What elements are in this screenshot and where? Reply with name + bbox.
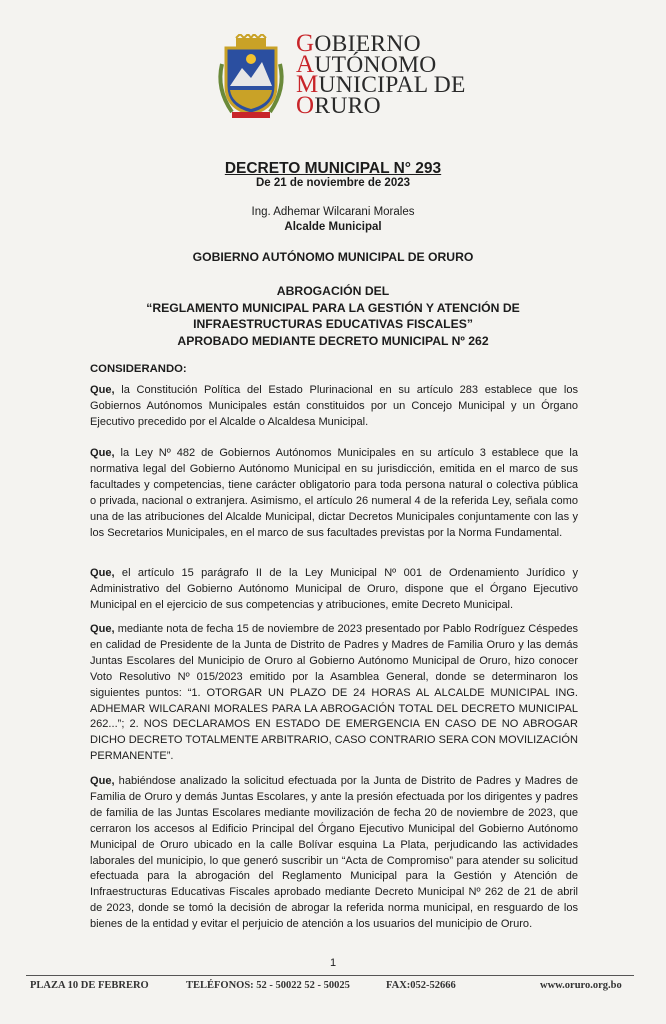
footer-fax: FAX:052-52666 (386, 980, 456, 991)
brand-line-1: GOBIERNO (296, 30, 421, 57)
decree-title: DECRETO MUNICIPAL N° 293 (224, 160, 442, 177)
brand-line-2: AUTÓNOMO (296, 50, 437, 78)
signer-role: Alcalde Municipal (284, 221, 382, 233)
subject-line-1: ABROGACIÓN DEL (276, 284, 390, 298)
page-number: 1 (329, 957, 337, 969)
footer-phones: TELÉFONOS: 52 - 50022 52 - 50025 (186, 980, 350, 991)
considering-paragraph: Que, el artículo 15 parágrafo II de la Ley Municipal Nº 001 de Ordenamiento Jurídico y Administrativo del Gobierno Autónomo Municipal de Oruro, dispone que el Órgano Ejecutivo Municipal en el ejercicio de sus competencias y atribuciones, emite Decreto Municipal. (90, 567, 578, 611)
considering-paragraph: Que, la Ley Nº 482 de Gobiernos Autónomos Municipales en su artículo 3 establece que la normativa legal del Gobierno Autónomo Municipal en su jurisdicción, emitida en el marco de sus facultades y competencias, tiene carácter obligatorio para toda persona natural o colectiva pública o privada, nacional o extranjera. Asimismo, el artículo 26 numeral 4 de la referida Ley, señala como una de las atribuciones del Alcalde Municipal, dictar Decretos Municipales conjuntamente con las y los Secretarios Municipales, en el marco de sus facultades previstas por la Norma Fundamental. (90, 447, 578, 539)
brand-line-4: ORURO (296, 91, 381, 119)
coat-of-arms-logo (212, 34, 290, 120)
footer-website: www.oruro.org.bo (540, 980, 622, 991)
considering-heading: CONSIDERANDO: (90, 363, 187, 375)
subject-line-3: INFRAESTRUCTURAS EDUCATIVAS FISCALES” (193, 317, 473, 331)
considering-paragraph: Que, la Constitución Política del Estado Plurinacional en su artículo 283 establece que los Gobiernos Autónomos Municipales están constituidos por un Concejo Municipal y un Órgano Ejecutivo precedido por el Alcalde o Alcaldesa Municipal. (90, 384, 578, 428)
issuing-entity: GOBIERNO AUTÓNOMO MUNICIPAL DE ORURO (192, 250, 474, 264)
considering-paragraph: Que, mediante nota de fecha 15 de noviembre de 2023 presentado por Pablo Rodríguez Céspedes en calidad de Presidente de la Junta de Distrito de Padres y Madres de Familia Oruro y las demás Juntas Escolares del Municipio de Oruro al Gobierno Autónomo Municipal de Oruro, hizo conocer Voto Resolutivo Nº 015/2023 emitido por la Asamblea General, donde se determinaron los siguientes puntos: “1. OTORGAR UN PLAZO DE 24 HORAS AL ALCALDE MUNICIPAL ING. ADHEMAR WILCARANI MORALES PARA LA ABROGACIÓN TOTAL DEL DECRETO MUNICIPAL 262...”; 2. NOS DECLARAMOS EN ESTADO DE EMERGENCIA EN CASO DE NO ABROGAR DICHO DECRETO TOTALMENTE ARBITRARIO, CASO CONTRARIO SERA CON MOVILIZACIÓN PERMANENTE”. (90, 623, 578, 763)
subject-line-2: “REGLAMENTO MUNICIPAL PARA LA GESTIÓN Y ATENCIÓN DE (146, 301, 520, 315)
considering-paragraph: Que, habiéndose analizado la solicitud efectuada por la Junta de Distrito de Padres y Madres de Familia de Oruro y demás Juntas Escolares, y ante la presión efectuada por los dirigentes y padres de familia de las Juntas Escolares mediante movilización de fecha 20 de noviembre de 2023, que cerraron los accesos al Edificio Principal del Órgano Ejecutivo Municipal del Gobierno Autónomo Municipal de Oruro ubicado en la calle Bolívar esquina La Plata, perjudicando las actividades laborales del municipio, lo que generó suscribir un “Acta de Compromiso” para atender su solicitud efectuada para la abrogación del Reglamento Municipal para la Gestión y Atención de Infraestructuras Educativas Fiscales aprobado mediante Decreto Municipal Nº 262 de 21 de abril de 2023, donde se tomó la decisión de abrogar la referida norma municipal, en resguardo de los bienes de la entidad y evitar el perjuicio de atención a los usuarios del municipio de Oruro. (90, 775, 578, 931)
footer-divider (26, 975, 634, 976)
subject-line-4: APROBADO MEDIANTE DECRETO MUNICIPAL Nº 262 (177, 334, 489, 348)
brand-line-3: MUNICIPAL DE (296, 71, 466, 98)
institution-brand (296, 30, 466, 119)
footer-address: PLAZA 10 DE FEBRERO (30, 980, 149, 991)
signer-name: Ing. Adhemar Wilcarani Morales (251, 206, 415, 218)
decree-date: De 21 de noviembre de 2023 (255, 177, 411, 189)
